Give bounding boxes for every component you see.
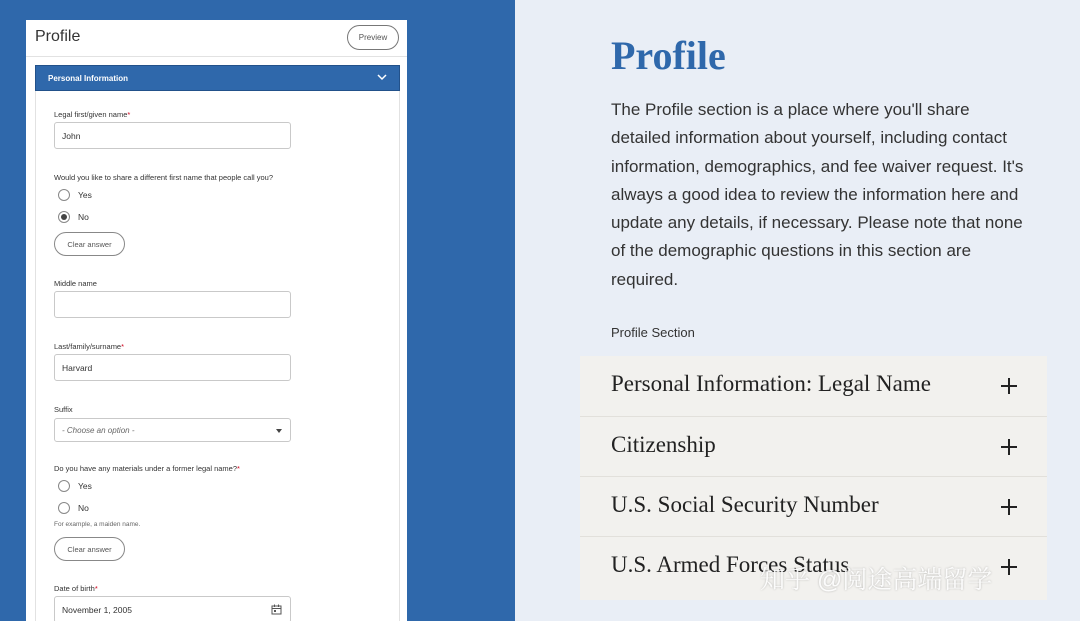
radio-yes-label: Yes	[78, 481, 92, 491]
radio-yes-label: Yes	[78, 190, 92, 200]
middle-name-label: Middle name	[54, 279, 97, 288]
radio-no-selected[interactable]	[58, 211, 70, 223]
accordion-item-label: Citizenship	[611, 432, 716, 457]
profile-form-card	[26, 20, 407, 621]
first-name-input[interactable]: John	[54, 122, 291, 149]
former-name-hint: For example, a maiden name.	[54, 521, 141, 528]
radio-no-label: No	[78, 503, 89, 513]
former-name-yes-option[interactable]	[58, 479, 92, 493]
date-of-birth-value: November 1, 2005	[62, 605, 132, 615]
plus-icon[interactable]	[1001, 559, 1017, 575]
radio-no[interactable]	[58, 502, 70, 514]
suffix-select[interactable]	[54, 418, 291, 442]
suffix-label: Suffix	[54, 405, 73, 414]
accordion-item-label: U.S. Social Security Number	[611, 492, 879, 517]
radio-yes[interactable]	[58, 189, 70, 201]
calendar-icon[interactable]	[271, 604, 282, 615]
chevron-down-icon	[375, 70, 389, 84]
last-name-label: Last/family/surname*	[54, 342, 125, 351]
plus-icon[interactable]	[1001, 439, 1017, 455]
section-header-label: Personal Information	[48, 74, 129, 83]
preferred-name-question: Would you like to share a different first name that people call you?	[54, 173, 274, 182]
accordion-item-personal-information[interactable]	[580, 356, 1047, 416]
radio-yes[interactable]	[58, 480, 70, 492]
accordion-item-citizenship[interactable]	[580, 416, 1047, 476]
divider	[26, 56, 407, 57]
preferred-name-yes-option[interactable]	[58, 188, 92, 202]
former-name-question: Do you have any materials under a former legal name?*	[54, 464, 240, 473]
accordion-item-social-security[interactable]	[580, 476, 1047, 536]
suffix-placeholder: - Choose an option -	[62, 426, 135, 435]
first-name-label: Legal first/given name*	[54, 110, 131, 119]
last-name-input[interactable]: Harvard	[54, 354, 291, 381]
clear-answer-button[interactable]: Clear answer	[54, 537, 125, 561]
page-title: Profile	[611, 33, 726, 78]
date-of-birth-input[interactable]	[54, 596, 291, 621]
preview-button[interactable]: Preview	[347, 25, 399, 50]
plus-icon[interactable]	[1001, 378, 1017, 394]
dropdown-caret-icon	[276, 429, 282, 433]
middle-name-input[interactable]	[54, 291, 291, 318]
clear-answer-button[interactable]: Clear answer	[54, 232, 125, 256]
form-body	[35, 91, 400, 621]
plus-icon[interactable]	[1001, 499, 1017, 515]
profile-section-caption: Profile Section	[611, 325, 695, 340]
accordion-item-label: Personal Information: Legal Name	[611, 371, 931, 396]
personal-information-section-header[interactable]	[35, 65, 400, 91]
form-title: Profile	[35, 28, 81, 45]
accordion-item-label: U.S. Armed Forces Status	[611, 552, 850, 577]
radio-no-label: No	[78, 212, 89, 222]
watermark-text: 知乎 @阅途高端留学	[760, 566, 993, 594]
former-name-no-option[interactable]	[58, 501, 89, 515]
date-of-birth-label: Date of birth*	[54, 584, 98, 593]
preferred-name-no-option[interactable]	[58, 210, 89, 224]
intro-paragraph: The Profile section is a place where you'll share detailed information about yourself, including contact information, demographics, and fee waiver request. It's always a good idea to review the information here and update any details, if necessary. Please note that none of the demographic questions in this section are required.	[611, 100, 1024, 289]
